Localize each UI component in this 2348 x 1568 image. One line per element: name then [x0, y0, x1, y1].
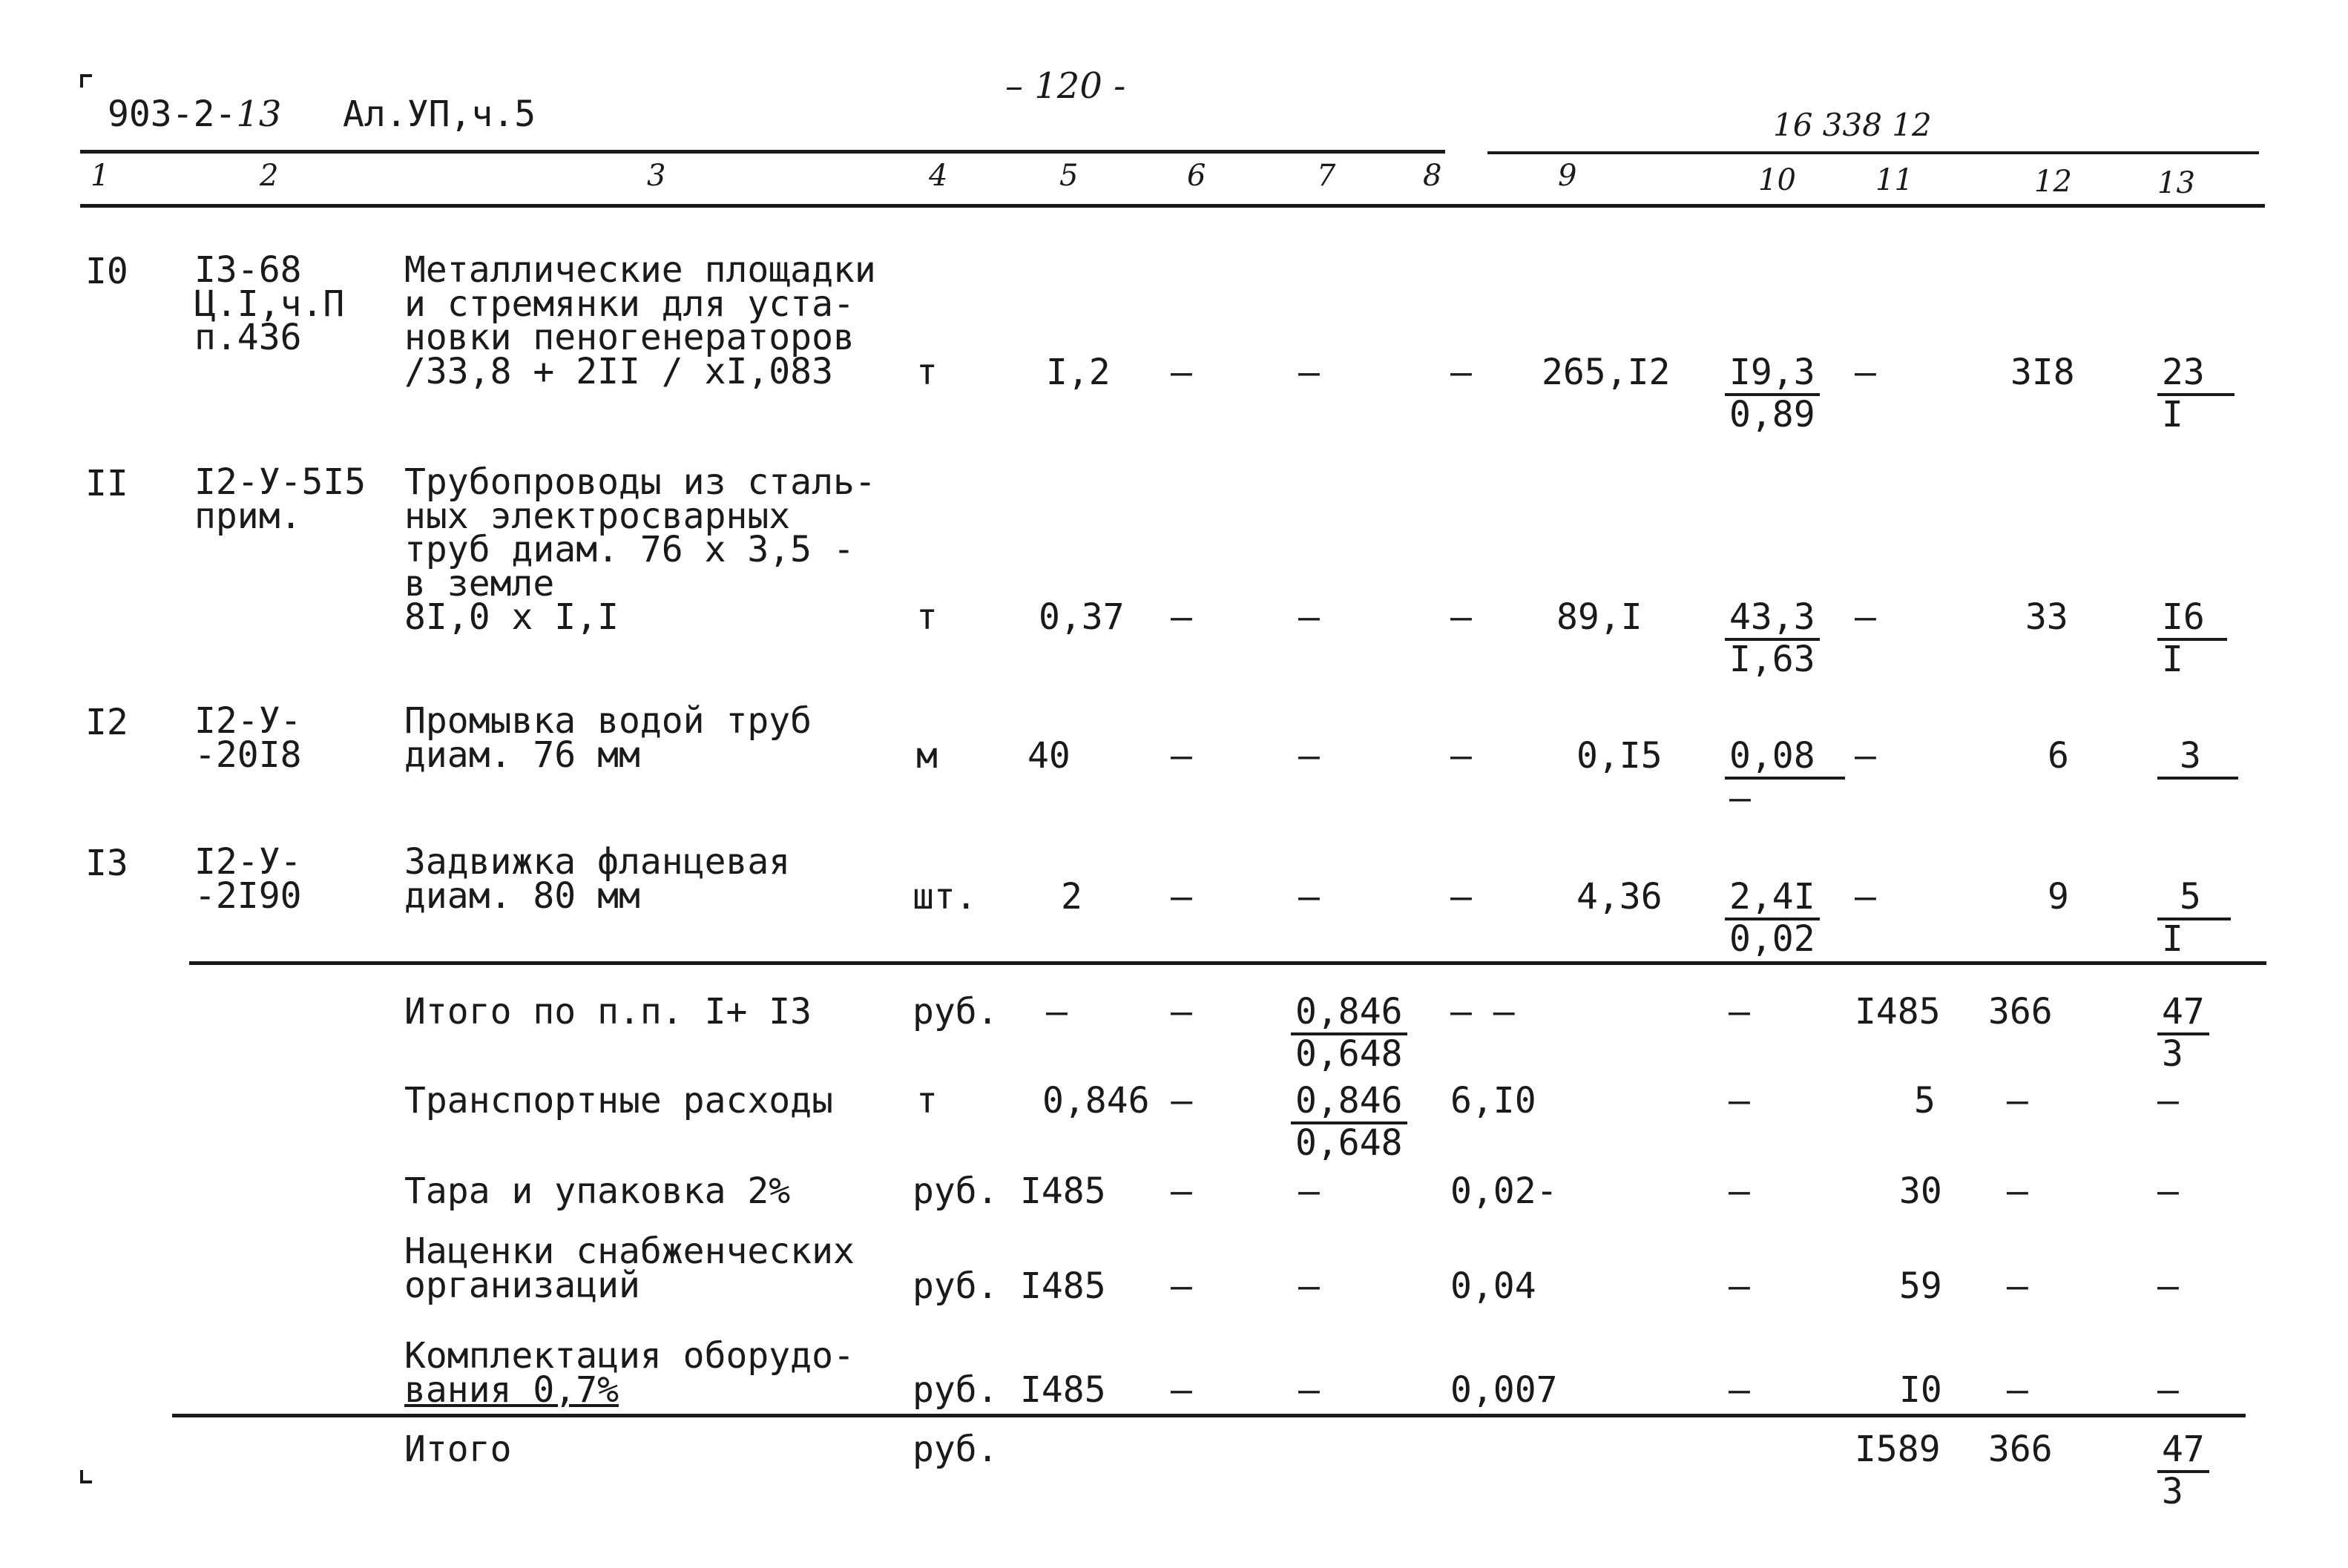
unit-cell: руб. — [912, 1429, 999, 1470]
col11-cell: – — [1855, 876, 1876, 918]
col13-fraction — [2157, 1429, 2209, 1512]
col-num-5: 5 — [1059, 159, 1079, 193]
fraction-numerator: 2,4I — [1725, 879, 1820, 920]
unit-cell: т — [916, 1080, 938, 1121]
fraction-denominator: 3 — [2162, 1033, 2183, 1075]
fraction-denominator: I,63 — [1729, 639, 1815, 680]
summary-label-line: Наценки снабженческих — [404, 1231, 855, 1272]
col12-cell: – — [2007, 1080, 2028, 1121]
col-num-1: 1 — [91, 159, 110, 193]
col11-cell: – — [1855, 352, 1876, 393]
qty-cell: 40 — [1027, 735, 1071, 777]
total-separator-rule — [172, 1414, 2246, 1417]
row-code — [194, 841, 302, 917]
code-line: -20I8 — [194, 734, 302, 776]
unit-cell: м — [916, 735, 938, 777]
row-description — [404, 700, 812, 776]
code-line: -2I90 — [194, 874, 302, 917]
fraction-numerator: I6 — [2157, 599, 2227, 641]
col8-cell: 0,02- — [1450, 1170, 1558, 1212]
description-line: Задвижка фланцевая — [404, 841, 791, 883]
fraction-denominator: I — [2162, 918, 2183, 960]
col13-fraction — [2157, 735, 2238, 783]
col13-fraction — [2157, 596, 2227, 680]
unit-cell: руб. — [912, 1369, 999, 1411]
col11-cell: – — [1855, 596, 1876, 638]
col9-cell: – — [1729, 991, 1750, 1032]
col9-cell: – — [1729, 1265, 1750, 1307]
col7-cell: – — [1298, 1265, 1320, 1307]
col7-fraction — [1291, 1080, 1407, 1164]
description-line: /33,8 + 2II / xI,083 — [404, 350, 833, 392]
col11-cell: 30 — [1899, 1170, 1942, 1212]
fraction-denominator: 0,648 — [1295, 1033, 1403, 1075]
col8-cell: – — [1450, 596, 1472, 638]
summary-label: Итого по п.п. I+ I3 — [404, 991, 812, 1032]
fraction-denominator: 0,89 — [1729, 394, 1815, 435]
header-rule-right — [1487, 151, 2259, 154]
row-code — [194, 461, 366, 537]
col13-fraction — [2157, 991, 2209, 1075]
col5-cell: – — [1046, 991, 1068, 1032]
col8-cell: – – — [1450, 991, 1515, 1032]
col-num-12: 12 — [2034, 165, 2072, 199]
qty-cell: 2 — [1061, 876, 1082, 918]
col8-cell: – — [1450, 352, 1472, 393]
col-num-6: 6 — [1187, 159, 1206, 193]
summary-label — [404, 1231, 855, 1306]
code-line: I2-У- — [194, 841, 302, 883]
col-num-13: 13 — [2157, 166, 2195, 200]
fraction-numerator: 43,3 — [1725, 599, 1820, 641]
col10-fraction — [1725, 735, 1845, 819]
page-number: – 120 - — [1005, 65, 1126, 107]
col8-cell: – — [1450, 735, 1472, 777]
summary-label — [404, 1335, 855, 1411]
col13-fraction — [2157, 352, 2234, 435]
col7-cell: – — [1298, 596, 1320, 638]
corner-mark-top-left — [80, 74, 92, 88]
row-code — [194, 249, 345, 359]
summary-label: Тара и упаковка 2% — [404, 1170, 791, 1212]
code-line: п.436 — [194, 317, 302, 359]
col6-cell: – — [1171, 876, 1192, 918]
col-num-3: 3 — [647, 159, 666, 193]
description-line: 8I,0 x I,I — [404, 596, 619, 639]
col6-cell: – — [1171, 991, 1192, 1032]
fraction-denominator — [2157, 780, 2238, 783]
col8-cell: 0,04 — [1450, 1265, 1536, 1307]
col8-cell: – — [1450, 876, 1472, 918]
fraction-denominator: 3 — [2162, 1471, 2183, 1512]
col12-cell: 33 — [2025, 596, 2068, 638]
code-line: Ц.I,ч.П — [194, 283, 345, 325]
col13-fraction — [2157, 876, 2231, 960]
fraction-numerator: 23 — [2157, 355, 2234, 396]
col-num-7: 7 — [1317, 159, 1336, 193]
unit-cell: т — [916, 352, 938, 393]
col6-cell: – — [1171, 352, 1192, 393]
description-line: Металлические площадки — [404, 249, 876, 291]
col6-cell: – — [1171, 1170, 1192, 1212]
description-line: и стремянки для уста- — [404, 283, 855, 325]
col9-cell: 0,I5 — [1576, 735, 1663, 777]
col5-cell: I485 — [1020, 1265, 1106, 1307]
col6-cell: – — [1171, 1265, 1192, 1307]
fraction-denominator: I — [2162, 394, 2183, 435]
fraction-numerator: 3 — [2157, 738, 2238, 780]
qty-cell: I,2 — [1046, 352, 1111, 393]
fraction-denominator: – — [1729, 777, 1751, 819]
column-header-rule — [80, 204, 2265, 208]
col6-cell: – — [1171, 735, 1192, 777]
col13-cell: – — [2157, 1080, 2179, 1121]
fraction-numerator: I9,3 — [1725, 355, 1820, 396]
doc-code — [108, 93, 282, 135]
col6-cell: – — [1171, 596, 1192, 638]
col-num-10: 10 — [1758, 163, 1796, 197]
fraction-denominator: I — [2162, 639, 2183, 680]
col5-cell: I485 — [1020, 1369, 1106, 1411]
summary-label-line: организаций — [404, 1264, 640, 1306]
col12-cell: – — [2007, 1265, 2028, 1307]
col-num-9: 9 — [1558, 159, 1577, 193]
fraction-numerator: 0,846 — [1291, 1083, 1407, 1124]
col9-cell: 4,36 — [1576, 876, 1663, 918]
col7-fraction — [1291, 991, 1407, 1075]
fraction-numerator: 47 — [2157, 1432, 2209, 1473]
row-description — [404, 461, 876, 639]
description-line: диам. 80 мм — [404, 874, 640, 917]
row-number: I2 — [85, 702, 128, 743]
col9-cell: – — [1729, 1080, 1750, 1121]
col10-fraction — [1725, 352, 1820, 435]
col7-cell: – — [1298, 1369, 1320, 1411]
total-label: Итого — [404, 1429, 512, 1470]
corner-mark-bottom-left — [80, 1470, 92, 1483]
doc-code-text: 903-2- — [108, 93, 237, 135]
unit-cell: руб. — [912, 991, 999, 1032]
row-number: II — [85, 463, 128, 504]
summary-label-line: Комплектация оборудо- — [404, 1335, 855, 1377]
row-description — [404, 249, 876, 392]
col8-cell: 0,007 — [1450, 1369, 1558, 1411]
col7-cell: – — [1298, 1170, 1320, 1212]
fraction-numerator: 47 — [2157, 994, 2209, 1035]
fraction-denominator: 0,648 — [1295, 1122, 1403, 1164]
header-rule-left — [80, 150, 1445, 154]
col12-cell: 366 — [1988, 1429, 2053, 1470]
unit-cell: т — [916, 596, 938, 638]
col12-cell: 3I8 — [2010, 352, 2075, 393]
col9-cell: – — [1729, 1369, 1750, 1411]
col8-cell: 6,I0 — [1450, 1080, 1536, 1121]
description-line: Трубопроводы из сталь- — [404, 461, 876, 503]
row-number: I3 — [85, 843, 128, 884]
code-line: I3-68 — [194, 249, 302, 291]
col-num-8: 8 — [1423, 159, 1442, 193]
summary-separator-rule — [189, 961, 2266, 965]
description-line: Промывка водой труб — [404, 700, 812, 742]
description-line: новки пеногенераторов — [404, 317, 855, 359]
col9-cell: 89,I — [1556, 596, 1642, 638]
unit-cell: руб. — [912, 1170, 999, 1212]
description-line: ных электросварных — [404, 495, 791, 537]
code-line: прим. — [194, 495, 302, 537]
col7-cell: – — [1298, 876, 1320, 918]
album-ref: Ал.УП,ч.5 — [343, 93, 536, 135]
col6-cell: – — [1171, 1369, 1192, 1411]
fraction-denominator: 0,02 — [1729, 918, 1815, 960]
code-line: I2-У- — [194, 700, 302, 742]
col9-cell: – — [1729, 1170, 1750, 1212]
col11-cell: – — [1855, 735, 1876, 777]
col13-cell: – — [2157, 1369, 2179, 1411]
col5-cell: 0,846 – — [1042, 1080, 1193, 1121]
fraction-numerator: 0,846 — [1291, 994, 1407, 1035]
col10-fraction — [1725, 876, 1820, 960]
archive-number: 16 338 12 — [1773, 107, 1932, 143]
col11-cell: I0 — [1899, 1369, 1942, 1411]
col12-cell: 366 — [1988, 991, 2053, 1032]
col13-cell: – — [2157, 1170, 2179, 1212]
qty-cell: 0,37 — [1039, 596, 1125, 638]
unit-cell: шт. — [912, 876, 977, 918]
row-code — [194, 700, 302, 776]
col11-cell: 5 — [1914, 1080, 1936, 1121]
code-line: I2-У-5I5 — [194, 461, 366, 503]
unit-cell: руб. — [912, 1265, 999, 1307]
col9-cell: 265,I2 — [1542, 352, 1671, 393]
col-num-4: 4 — [929, 159, 948, 193]
col11-cell: I485 — [1855, 991, 1941, 1032]
col5-cell: I485 — [1020, 1170, 1106, 1212]
fraction-numerator: 5 — [2157, 879, 2231, 920]
col7-cell: – — [1298, 352, 1320, 393]
doc-code-handwritten: 13 — [236, 93, 282, 135]
col7-cell: – — [1298, 735, 1320, 777]
col10-fraction — [1725, 596, 1820, 680]
col13-cell: – — [2157, 1265, 2179, 1307]
description-line: труб диам. 76 х 3,5 - — [404, 529, 855, 571]
row-number: I0 — [85, 251, 128, 292]
fraction-numerator: 0,08 — [1725, 738, 1845, 780]
col11-cell: 59 — [1899, 1265, 1942, 1307]
description-line: в земле — [404, 562, 555, 605]
col-num-11: 11 — [1875, 163, 1913, 197]
summary-label: Транспортные расходы — [404, 1080, 833, 1121]
col-num-2: 2 — [260, 159, 279, 193]
col12-cell: 6 — [2048, 735, 2069, 777]
row-description — [404, 841, 791, 917]
col12-cell: 9 — [2048, 876, 2069, 918]
summary-label-line: вания 0,7% — [404, 1368, 619, 1411]
col12-cell: – — [2007, 1170, 2028, 1212]
description-line: диам. 76 мм — [404, 734, 640, 776]
col11-cell: I589 — [1855, 1429, 1941, 1470]
col12-cell: – — [2007, 1369, 2028, 1411]
